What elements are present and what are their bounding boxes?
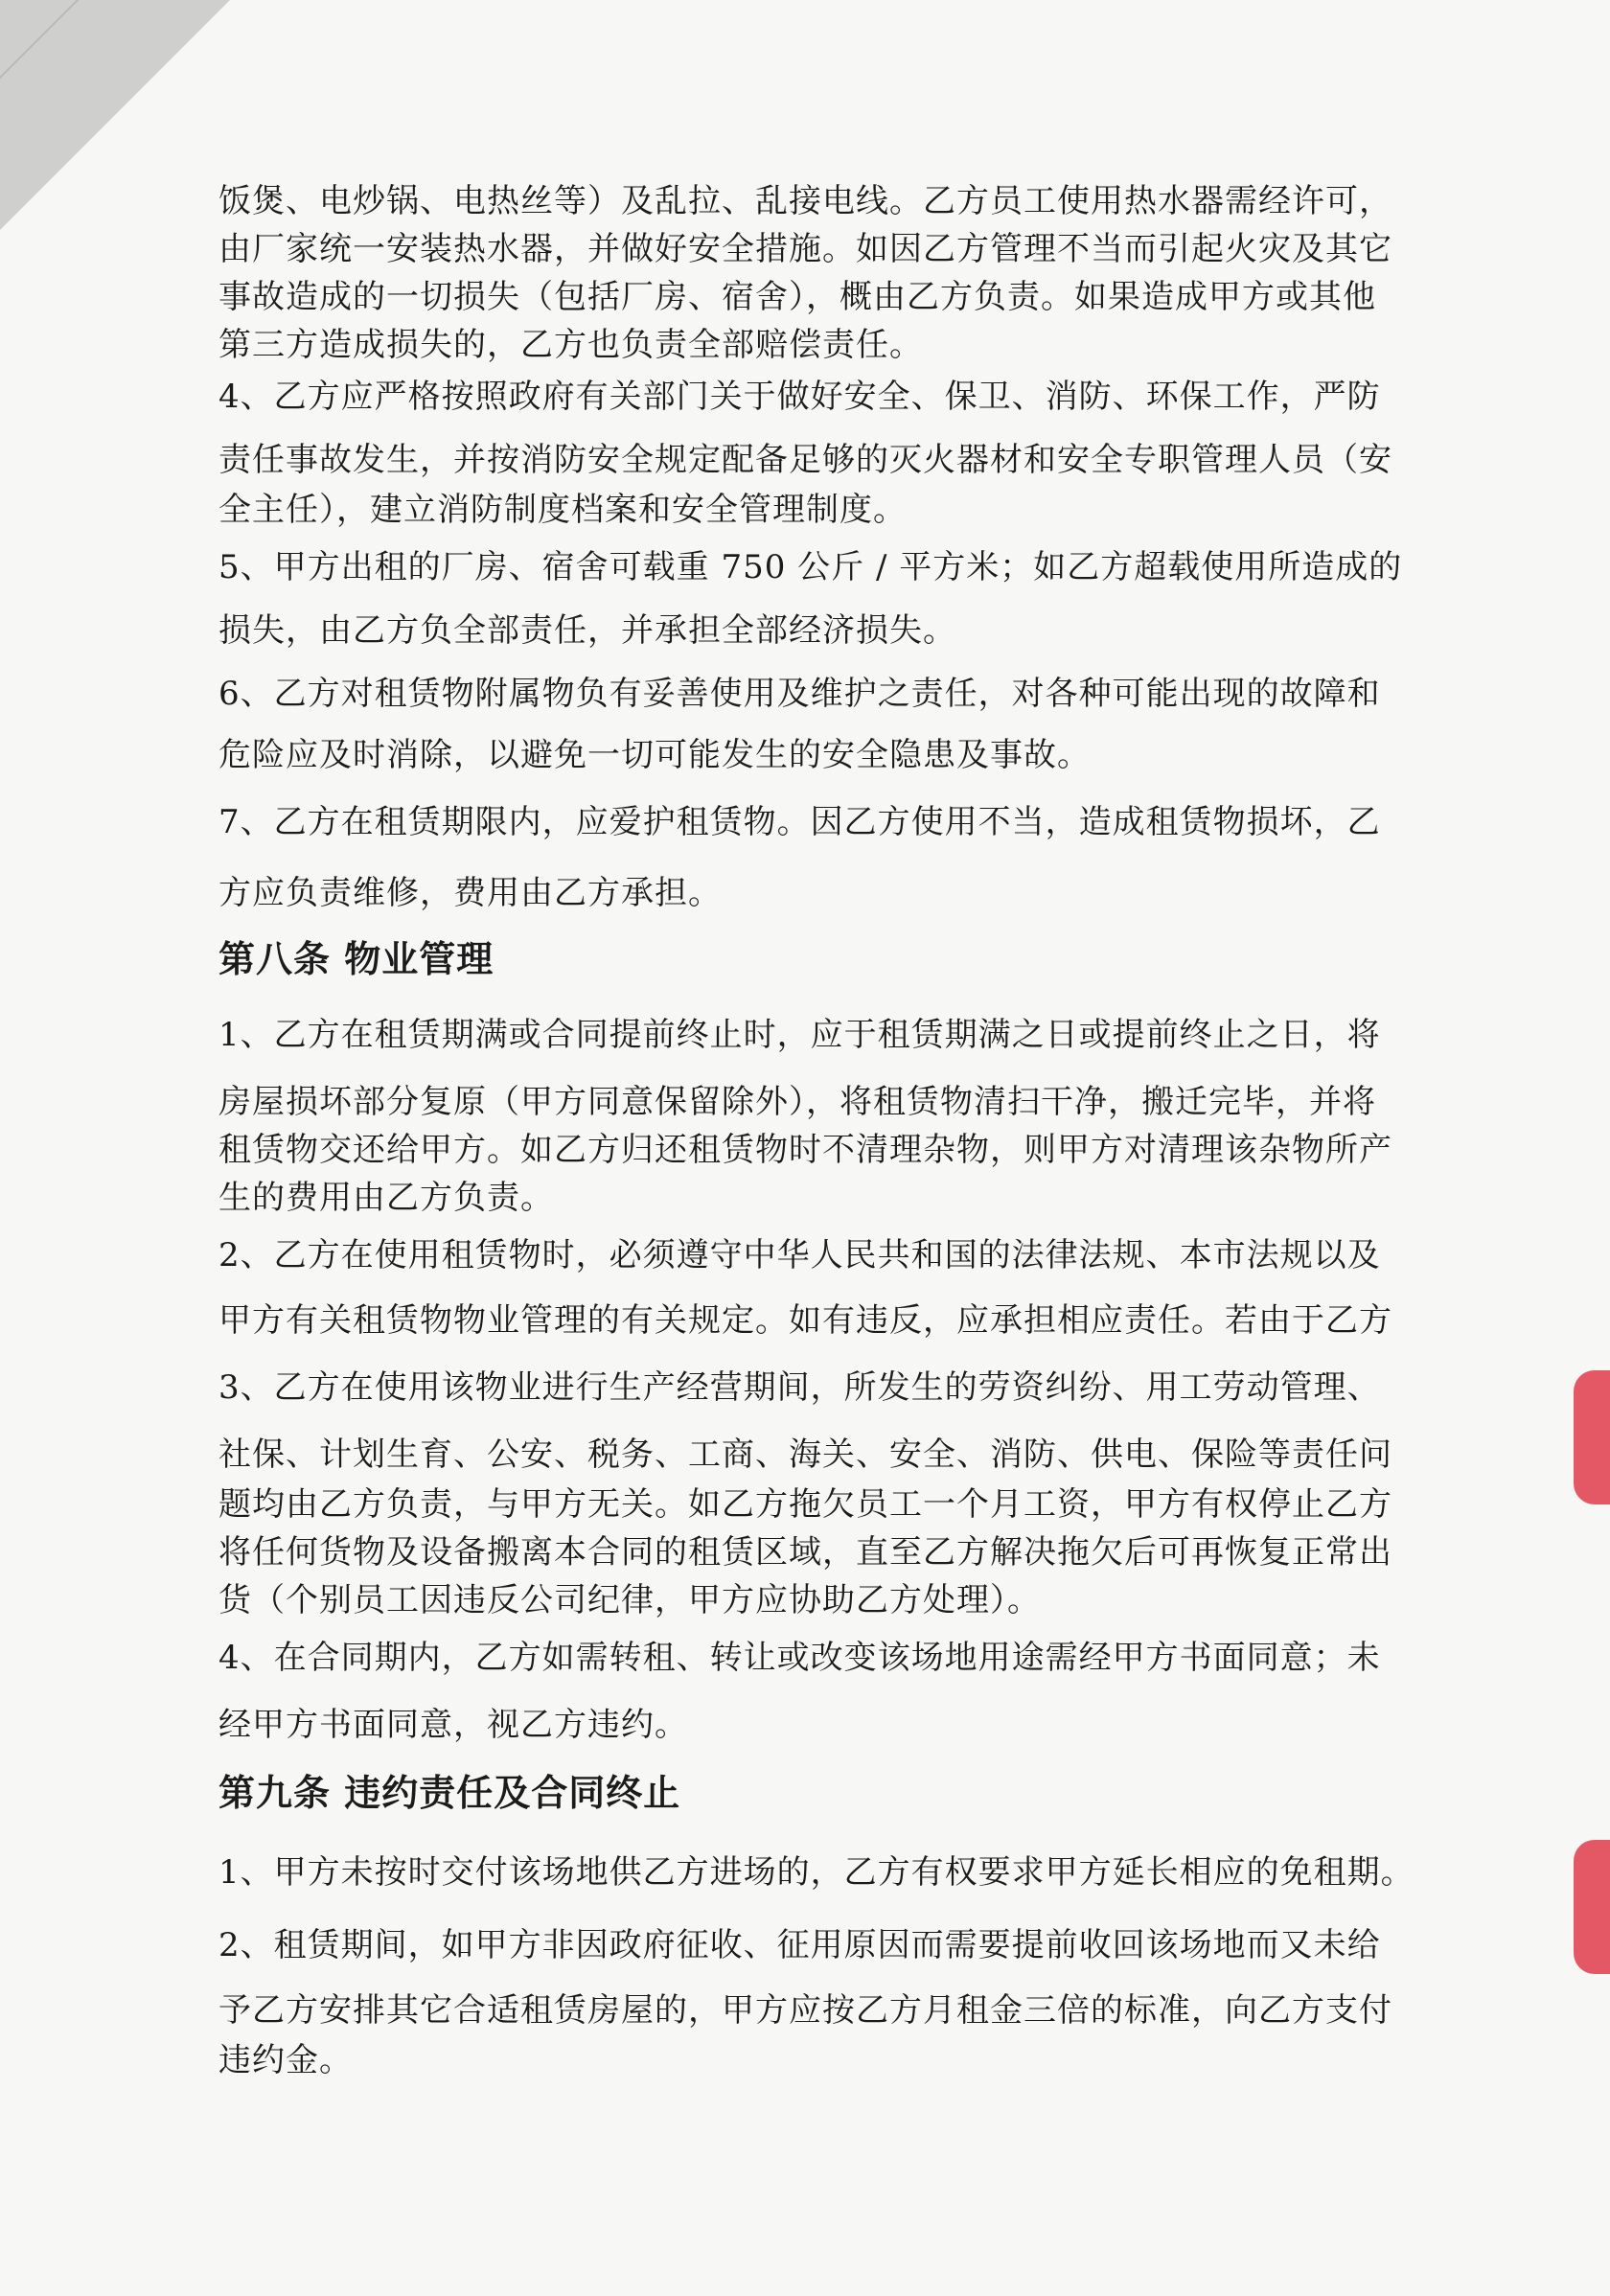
text-line: 事故造成的一切损失（包括厂房、宿舍），概由乙方负责。如果造成甲方或其他 xyxy=(218,278,1376,316)
text-line: 全主任），建立消防制度档案和安全管理制度。 xyxy=(218,491,907,529)
red-seal-stamp xyxy=(1574,1370,1610,1504)
text-line: 题均由乙方负责，与甲方无关。如乙方拖欠员工一个月工资，甲方有权停止乙方 xyxy=(218,1485,1392,1524)
text-line: 房屋损坏部分复原（甲方同意保留除外），将租赁物清扫干净，搬迁完毕，并将 xyxy=(218,1083,1376,1121)
text-line: 第三方造成损失的，乙方也负责全部赔偿责任。 xyxy=(218,326,923,364)
text-line: 租赁物交还给甲方。如乙方归还租赁物时不清理杂物，则甲方对清理该杂物所产 xyxy=(218,1131,1392,1169)
text-line: 经甲方书面同意，视乙方违约。 xyxy=(218,1706,688,1744)
clause-1-line: 1、乙方在租赁期满或合同提前终止时，应于租赁期满之日或提前终止之日，将 xyxy=(218,1016,1381,1054)
page-corner-fold xyxy=(0,0,230,230)
text-line: 予乙方安排其它合适租赁房屋的，甲方应按乙方月租金三倍的标准，向乙方支付 xyxy=(218,1991,1392,2030)
clause-5-line: 5、甲方出租的厂房、宿舍可载重 750 公斤 / 平方米；如乙方超载使用所造成的 xyxy=(218,548,1403,586)
text-line: 违约金。 xyxy=(218,2041,353,2079)
clause-1-line: 1、甲方未按时交付该场地供乙方进场的，乙方有权要求甲方延长相应的免租期。 xyxy=(218,1853,1414,1892)
clause-3-line: 3、乙方在使用该物业进行生产经营期间，所发生的劳资纠纷、用工劳动管理、 xyxy=(218,1368,1381,1407)
text-line: 由厂家统一安装热水器，并做好安全措施。如因乙方管理不当而引起火灾及其它 xyxy=(218,230,1392,268)
text-line: 损失，由乙方负全部责任，并承担全部经济损失。 xyxy=(218,611,956,650)
clause-2-line: 2、租赁期间，如甲方非因政府征收、征用原因而需要提前收回该场地而又未给 xyxy=(218,1926,1381,1964)
text-line: 生的费用由乙方负责。 xyxy=(218,1179,554,1217)
text-line: 甲方有关租赁物物业管理的有关规定。如有违反，应承担相应责任。若由于乙方 xyxy=(218,1301,1392,1340)
text-line: 方应负责维修，费用由乙方承担。 xyxy=(218,874,722,912)
clause-4-line: 4、乙方应严格按照政府有关部门关于做好安全、保卫、消防、环保工作，严防 xyxy=(218,378,1381,416)
clause-4-line: 4、在合同期内，乙方如需转租、转让或改变该场地用途需经甲方书面同意；未 xyxy=(218,1639,1381,1677)
text-line: 社保、计划生育、公安、税务、工商、海关、安全、消防、供电、保险等责任问 xyxy=(218,1435,1392,1474)
text-line: 将任何货物及设备搬离本合同的租赁区域，直至乙方解决拖欠后可再恢复正常出 xyxy=(218,1533,1392,1572)
clause-2-line: 2、乙方在使用租赁物时，必须遵守中华人民共和国的法律法规、本市法规以及 xyxy=(218,1236,1381,1274)
text-line: 饭煲、电炒锅、电热丝等）及乱拉、乱接电线。乙方员工使用热水器需经许可， xyxy=(218,182,1392,220)
clause-7-line: 7、乙方在租赁期限内，应爱护租赁物。因乙方使用不当，造成租赁物损坏，乙 xyxy=(218,803,1381,841)
section-heading-article-8: 第八条 物业管理 xyxy=(218,937,494,980)
clause-6-line: 6、乙方对租赁物附属物负有妥善使用及维护之责任，对各种可能出现的故障和 xyxy=(218,675,1381,713)
text-line: 危险应及时消除，以避免一切可能发生的安全隐患及事故。 xyxy=(218,736,1091,774)
section-heading-article-9: 第九条 违约责任及合同终止 xyxy=(218,1771,681,1814)
text-line: 责任事故发生，并按消防安全规定配备足够的灭火器材和安全专职管理人员（安 xyxy=(218,441,1392,479)
red-seal-stamp xyxy=(1574,1840,1610,1974)
text-line: 货（个别员工因违反公司纪律，甲方应协助乙方处理）。 xyxy=(218,1581,1041,1619)
